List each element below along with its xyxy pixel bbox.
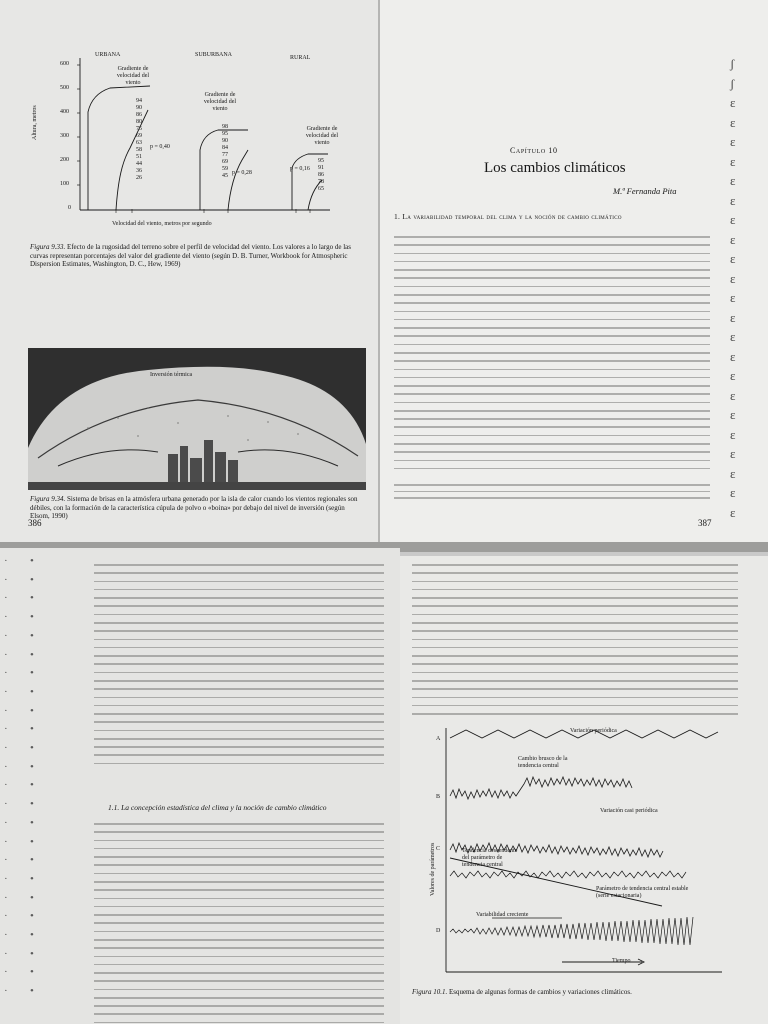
- fig33-values-rural: [318, 158, 338, 193]
- fig101-label-descending: Tendencia descendente del parámetro de tendencia central: [462, 848, 518, 868]
- fig33-value: 84: [222, 145, 228, 151]
- fig101-caption-text: Esquema de algunas formas de cambios y variaciones climáticos.: [448, 988, 632, 996]
- fig101-xlabel: Tiempo: [612, 958, 631, 964]
- fig33-value: 91: [318, 165, 324, 171]
- spiral-binding-marks: • • • • • • • • • • • • • • • • • • • • • • • •: [30, 555, 34, 998]
- fig33-value: 94: [136, 98, 142, 104]
- fig33-ytick: 400: [60, 109, 69, 115]
- fig34-caption-label: Figura 9.34.: [30, 495, 66, 503]
- chapter-title: Los cambios climáticos: [484, 160, 626, 176]
- fig33-value: 69: [222, 159, 228, 165]
- fig33-value: 77: [222, 152, 228, 158]
- fig101-ylabel: Valores de parámetros: [430, 842, 436, 896]
- fig33-value: 63: [136, 140, 142, 146]
- fig33-value: 86: [136, 112, 142, 118]
- fig33-caption-text: Efecto de la rugosidad del terreno sobre el perfil de velocidad del viento. Los valores a lo largo de las curvas representan porcentajes del valor del gradiente del viento (según D. B. Turner, Workbook for Atmospheric Dispersion Estimates, Washington, D. C., Hew, 1969): [30, 243, 351, 269]
- chapter-label: Capítulo 10: [510, 146, 558, 155]
- fig33-ytick: 300: [60, 133, 69, 139]
- subsection-title: 1.1. La concepción estadística del clima y la noción de cambio climático: [108, 803, 327, 812]
- fig33-value: 95: [222, 131, 228, 137]
- spiral-binding-marks-left: · · · · · · · · · · · · · · · · · · · · · · · ·: [4, 555, 8, 998]
- page-number-left: 386: [28, 518, 42, 528]
- fig33-value: 44: [136, 161, 142, 167]
- fig33-ylabel: Altura, metros: [32, 105, 38, 140]
- fig33-value: 58: [136, 147, 142, 153]
- fig33-value: 45: [222, 173, 228, 179]
- fig33-label-urbana: URBANA: [95, 52, 121, 58]
- fig101-panel-a: A: [436, 736, 441, 742]
- fig33-gradient-label-urban: Gradiente de velocidad del viento: [116, 66, 150, 86]
- fig33-value: 90: [222, 138, 228, 144]
- fig101-caption: [412, 988, 758, 997]
- footnote-text: [394, 484, 710, 504]
- fig33-value: 95: [318, 158, 324, 164]
- fig33-gradient-label-rural: Gradiente de velocidad del viento: [305, 126, 339, 146]
- fig33-value: 90: [136, 105, 142, 111]
- fig101-label-abrupt: Cambio brusco de la tendencia central: [518, 756, 568, 769]
- page-bottom-right: [400, 556, 768, 1024]
- fig101-label-periodic: Variación periódica: [570, 728, 617, 734]
- fig101-label-stable: Parámetro de tendencia central estable (serie estacionaria): [596, 886, 689, 899]
- body-text-upper: [94, 564, 384, 771]
- fig101-panel-c: C: [436, 846, 441, 852]
- margin-handwriting: ʃ ʃ ɛ ɛ ɛ ɛ ɛ ɛ ɛ ɛ ɛ ɛ ɛ ɛ ɛ ɛ ɛ ɛ ɛ ɛ ɛ ɛ ɛ ɛ: [730, 56, 736, 520]
- fig33-ytick: 100: [60, 181, 69, 187]
- fig34-inversion-label: Inversión térmica: [150, 372, 193, 378]
- fig101-panel-d: D: [436, 928, 441, 934]
- fig33-ytick: 200: [60, 157, 69, 163]
- fig33-gradient-label-suburban: Gradiente de velocidad del viento: [203, 92, 237, 112]
- fig33-value: 69: [136, 133, 142, 139]
- fig34-caption-text: Sistema de brisas en la atmósfera urbana generado por la isla de calor cuando los vientos regionales son débiles, con la formación de la característica cúpula de polvo o «boina» por debajo del nivel de inversión (según Elsom, 1990): [30, 495, 358, 521]
- fig33-label-rural: RURAL: [290, 55, 311, 61]
- fig33-caption-label: Figura 9.33.: [30, 243, 66, 251]
- fig33-ytick: 600: [60, 61, 69, 67]
- page-387: [380, 0, 768, 542]
- fig33-p-suburban: p = 0,28: [232, 170, 252, 176]
- fig33-ytick: 500: [60, 85, 69, 91]
- figure-9-34-urban-breeze-sketch: [28, 348, 366, 490]
- fig33-ytick: 0: [68, 205, 71, 211]
- fig33-value: 80: [136, 119, 142, 125]
- fig33-value: 65: [318, 186, 324, 192]
- fig33-p-urban: p = 0,40: [150, 144, 170, 150]
- fig33-xlabel: Velocidad del viento, metros por segundo: [112, 221, 212, 227]
- fig33-values-urban: [136, 98, 158, 182]
- body-text-top: [412, 564, 738, 721]
- fig34-caption: [30, 495, 362, 521]
- fig33-value: 98: [222, 124, 228, 130]
- body-text-lower: [94, 823, 384, 1024]
- page-386: [0, 0, 380, 542]
- fig33-value: 75: [136, 126, 142, 132]
- fig33-caption: [30, 243, 360, 269]
- page-number-right: 387: [698, 518, 712, 528]
- page-bottom-left: [0, 548, 400, 1024]
- fig33-p-rural: p = 0,16: [290, 166, 310, 172]
- fig101-label-variability: Variabilidad creciente: [476, 912, 529, 918]
- chapter-author: M.ª Fernanda Pita: [613, 186, 677, 196]
- fig33-label-suburbana: SUBURBANA: [195, 52, 233, 58]
- fig101-caption-label: Figura 10.1.: [412, 988, 448, 996]
- figure-9-33-wind-profiles: [40, 50, 340, 235]
- fig33-value: 26: [136, 175, 142, 181]
- fig101-panel-b: B: [436, 794, 441, 800]
- section-body-text: [394, 236, 710, 476]
- fig33-value: 78: [318, 179, 324, 185]
- fig33-value: 86: [318, 172, 324, 178]
- fig33-value: 51: [136, 154, 142, 160]
- section-title: 1. La variabilidad temporal del clima y la noción de cambio climático: [394, 212, 622, 221]
- fig33-value: 59: [222, 166, 228, 172]
- fig101-label-quasi-periodic: Variación casi periódica: [600, 808, 658, 814]
- fig33-value: 36: [136, 168, 142, 174]
